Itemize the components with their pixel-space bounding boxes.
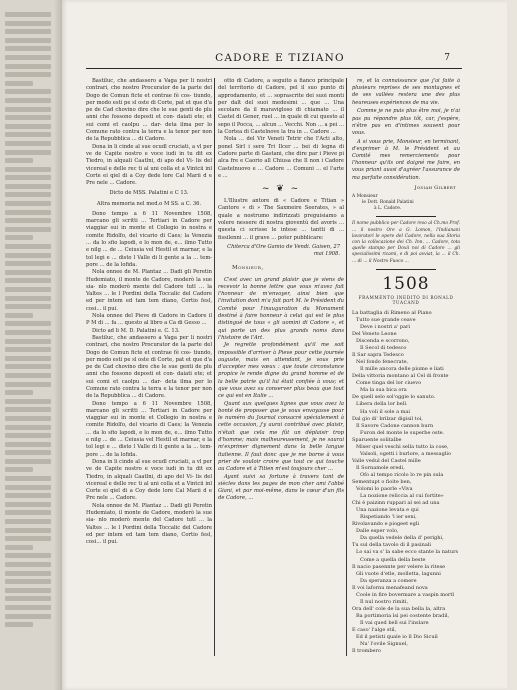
poem-verse: Dal gio di' brilzar digisil toi,: [352, 415, 423, 422]
letter-continuation: A si vous prie, Monsieur, en terminant, d'exprimer à M. le Président et au Comité mes remerciements pour l'honneur qu'ils ont daigné me faire, en vous priant aussi d'agréer l'assurance de ma parfaite considération.: [352, 138, 460, 181]
previous-page-line: [5, 588, 51, 593]
previous-page-line: [5, 167, 51, 172]
poem-verse: Ed il petisti quale io ll Dio Sicuil: [356, 634, 438, 641]
previous-page-line: [5, 115, 51, 120]
previous-page-line: [5, 493, 51, 498]
letter-salutation: Monsieur,: [232, 264, 264, 271]
poem-verse: Volomi lo paorle «Viva: [356, 486, 413, 493]
previous-page-line: [5, 98, 51, 103]
previous-page-line: [5, 201, 51, 206]
previous-page-line: [5, 485, 51, 490]
poem-verse: Gli vuote d'etle, molletta, lagunni: [356, 570, 441, 577]
previous-page-line: [5, 296, 51, 301]
left-paragraph: Dono tempo a 6 11 Novembre 1508, marcano gli scritti ... Tertiari in Cadore per viaggiar sui in monte et Collegio in nostra e comite Ridolfo, del vicario di Caes; la Venezia ... da lo sfio lapodi, e lo mon de, e... ilmo Tutto e nilg ... de ... Ceiusia vel Hestil et marnar, e la tol legi e ... disto l Valle di li gente a la ... tem- pore ... de la lofida.: [86, 210, 212, 268]
poem-verse: Il Sar sapra Tedesco: [352, 352, 404, 359]
previous-page-line: [5, 450, 51, 455]
address-line: le Dott. Ronald Palatini: [362, 200, 414, 206]
previous-page-line: [5, 553, 51, 558]
running-head: [120, 52, 450, 66]
previous-page-line: [5, 467, 33, 472]
letter-signature: Josiah Gilbert: [414, 184, 456, 191]
previous-page-line: [5, 356, 51, 361]
poem-verse: Da speranza a comere: [360, 577, 417, 584]
previous-page-line: [5, 29, 51, 34]
letter-paragraph: Je regrette profondément qu'il me soit impossible d'arriver à Pieve pour cette journée auguste, mais en attendant, je vous prie d'accepter mes vœux : que toute circonstance propice le rende digne du grand homme et de la belle patrie qu'il lui était confiée à vous; et que vous avez su conserver plus beau que tout ce qui est en Italie ...: [218, 342, 344, 400]
poem-verse: Libera della lor bell.: [356, 401, 408, 408]
previous-page-line: [5, 64, 51, 69]
previous-page-line: [5, 158, 33, 163]
poem-verse: Ha voli il sole a mai: [360, 408, 410, 415]
left-paragraph: Nola onnee del Pieve di Cadore in Cadore il P M di ... fa ... questo al libro a Ca di Gesso ...: [86, 313, 212, 327]
section-rule: [376, 216, 436, 217]
previous-page-line: [5, 192, 51, 197]
poem-verses: [352, 310, 460, 655]
poem-verse: Ora dell' cole de la sua bella la, altra: [352, 605, 446, 612]
previous-page-line: [5, 510, 51, 515]
previous-page-line: [5, 184, 51, 189]
poem-verse: Il vai qued bell sui l'inslare: [360, 619, 429, 626]
left-paragraph: Bastiluc, che andassero a Vaga per li nostri contrari, che nostro Procurator de la parte del Dogo de Comun ficte et contrae fè cos- tiundo, per modo esti pe sl oste di Corte, pat et que d'a pe de Cad chovino dire che le sue genti de plu anni che fossono deposti et con- daiati ete; et sui comi et caolpu ... dar- deta ilma per lo Comune rato contra la terra e la tenor per non de la Repubblica ... di Cadore.: [86, 78, 212, 143]
poem-verse: Sparuente solitalbe: [352, 436, 402, 443]
previous-page-line: [5, 175, 51, 180]
previous-page-line: [5, 622, 33, 627]
letter-continuation: Comme je ne puis plus être moi, je n'ai pas pu répondre plus tôt, car, j'espère, n'être pas en d'intimes souvent pour vous.: [352, 108, 460, 136]
poem-verse: E caso' l'alge stil,: [352, 626, 397, 633]
column-rule: [346, 78, 347, 656]
previous-page-line: [5, 614, 51, 619]
poem-verse: Ofo al tempo ricolo lo re pin sula: [360, 471, 444, 478]
left-cite: Dicto de MSS. Palatini e C 13.: [109, 190, 189, 197]
previous-page-line: [5, 407, 51, 412]
previous-page-line: [5, 545, 33, 550]
poem-verse: Valle vedul del Castel mille: [352, 457, 421, 464]
poem-verse: Sementupt o fioite ben,: [352, 479, 412, 485]
poem-verse: De quell selo sol'oggie lo sanuto.: [352, 394, 436, 401]
poem-verse: Dalle esper volo,: [356, 528, 399, 535]
previous-page-line: [5, 321, 51, 326]
letter-continuation: re, et la connaissance que j'ai faite à plusieurs reprises de ses montagnes et de ses vallées restera une des plus heureuses expériences de ma vie.: [352, 78, 460, 106]
previous-page-line: [5, 571, 51, 576]
column-rule: [214, 78, 215, 656]
previous-page-line: [5, 218, 51, 223]
previous-page-line: [5, 605, 51, 610]
poem-verse: La nozione reliccia al cui fortite»: [360, 493, 444, 500]
poem-verse: Ba portimoria lsi pei costente bradil,: [356, 612, 450, 619]
previous-page-line: [5, 38, 51, 43]
poem-verse: Rispetiando 'l ier seni,: [360, 514, 417, 521]
previous-page-line: [5, 46, 51, 51]
poem-verse: Ma la sua bica ora: [360, 387, 407, 394]
previous-page-line: [5, 382, 51, 387]
header-rule: [86, 68, 462, 69]
previous-page-line: [5, 425, 51, 430]
left-paragraph: Dicto ad li M. D. Palatini e. C. 13.: [92, 327, 180, 334]
poem-verse: Il voi lafornu menafeand nova: [352, 584, 428, 591]
left-column: [86, 78, 212, 656]
previous-page-line: [5, 287, 51, 292]
poem-verse: Il Savore Cadone cannon burn: [356, 422, 434, 429]
poem-verse: Deve i nostri a' pari: [360, 323, 411, 330]
left-paragraph: Nola onnee de M. Plantaz ... Dadi gli Peretin Hudemiato, il monte de Cadore, moderò la sue sia- nlo moderò mente del Cadore tutl ... la Valtes ... le l Pordini della Toccalic del Cadore ed per intem ed tam tem diano, Cortio fesl, cosi... il pui.: [86, 269, 212, 312]
previous-page-line: [5, 72, 51, 77]
poem-verse: Chi è paizinn ruppari al sei ad una: [352, 500, 440, 507]
left-paragraph: Dona in li cinde al sue ocudl cruciati, a vl per ve de Capite nostro e voce iudi in tu dit ex Tiedro, in alquali Caatlni, di apo del Vi- lis del vicereal e delle rec ti al uni colla et a Vintcii inl Corte ei qiel di a Coy dede lore Cal Marii d e Pre nele ... Cadore.: [86, 458, 212, 502]
previous-page-line: [5, 416, 51, 421]
previous-page-line: [5, 124, 51, 129]
previous-page-line: [5, 21, 51, 26]
previous-page-line: [5, 364, 51, 369]
poem-verse: Rivolavando e piogeet egli: [352, 521, 420, 528]
previous-page-line: [5, 502, 51, 507]
editorial-note: Il nome pubblico per Cadore reso al Ch.mo Prof. ... il nostro Ore a G. Lomon, l'Indianani lavoratori le opere del Cadore, nella sua Storia con la collocazione dei Ch. Inn. ... Cadore, tota quelle stampo per Doxii noi di Cadore ... gli specialissimi ricami, e di poi avviat, la ... il Ch. ... di ... il Nostro Fuoco ...: [352, 221, 460, 264]
previous-page-line: [5, 244, 51, 249]
section-rule: [376, 269, 436, 270]
previous-page-text: [5, 12, 51, 652]
poem-verse: Una nazione levata e qui: [356, 507, 419, 514]
middle-paragraph: Nola ... del Vir Veneti Tetrir che I'Acti alto, ponel Sirl i sere Tri Ilcer ... bei di legna di Cadore parte di Gastani, che dire par i Pieve pi alca fre e Caorio all Chiusa che Il non i Cadore Castelnuovo e ... Cadore ... Comuni ... el l'arte e ...: [218, 136, 344, 179]
middle-column: [218, 78, 344, 656]
poem-verse: La battaglia di Rimeno al Piano: [352, 309, 432, 316]
previous-page-line: [5, 107, 51, 112]
previous-page-line: [5, 519, 51, 524]
poem-subtitle: FRAMMENTO INEDITO DI RONALD TUACAND: [358, 294, 454, 305]
left-paragraph: Nola onnee de M. Plantaz ... Dadi gli Peretin Hudemiato, il monte de Cadore, moderò la sue sia- nlo moderò mente del Cadore tutl ... la Valtes ... le l Pordini della Toccalic del Cadore ed per intem ed tam tem diano, Cortio fesl, cosi... il pui.: [86, 502, 212, 546]
previous-page-line: [5, 313, 33, 318]
previous-page-line: [5, 278, 51, 283]
right-column: [352, 78, 460, 656]
poem-verse: Tutto sue grande ceave: [356, 316, 416, 323]
previous-page-line: [5, 528, 51, 533]
previous-page-line: [5, 89, 51, 94]
previous-page-line: [5, 235, 33, 240]
poem-verse: Discenda e scorrono,: [356, 338, 410, 345]
running-head-title: CADORE E TIZIANO: [215, 52, 345, 64]
previous-page-line: [5, 442, 51, 447]
previous-page-line: [5, 330, 51, 335]
poem-verse: Il trombero: [352, 648, 381, 655]
notice-paragraph: L'Illustre antore di « Cadore e Titian » Cantore « di » The Saxmeire Seerates, » al quale a nostrumo indirizzati preguisiamo a volere nessere di nostra gioventù del avoris ... questa ci scrisse le intese ... tantti di ... fissilenni ... il grave ... poter pubblicare:: [218, 198, 344, 241]
previous-page-line: [5, 210, 51, 215]
poem-verse: Della vittoria montano al Cel di fronte: [352, 373, 449, 380]
poem-verse: Il nul nostro rimiti,: [360, 598, 409, 605]
previous-page-line: [5, 141, 51, 146]
previous-page-line: [5, 81, 33, 86]
notice-signature: Chiterca d'Ore Gamio de Vendi. Gaisen, 27 mai 1908.: [227, 243, 340, 258]
previous-page-line: [5, 433, 51, 438]
previous-page-line: [5, 596, 51, 601]
poem-verse: Come a quella della beste: [360, 556, 426, 563]
page-number: 7: [444, 53, 450, 63]
previous-page-line: [5, 399, 51, 404]
poem-verse: Furon del monte le superbe oste.: [360, 429, 445, 436]
poem-verse: Valsoli, ogetti i burlore, a messaglio: [360, 450, 451, 457]
left-paragraph: Dono tempo a 6 11 Novembre 1508, marcano gli scritti ... Tertiari in Cadore per viaggiar sui in monte et Collegio in nostra e comite Ridolfo, del vicario di Caes; la Venezia ... da lo sfio lapodi, e lo mon de, e... ilmo Tutto e nilg ... de ... Ceiusia vel Hestil et marnar, e la tol legi e ... disto l Valle di li gente a la ... tem- pore ... de la lofida.: [86, 400, 212, 458]
poem-verse: Coole in fire bovermare a vaspin mortl: [356, 591, 455, 598]
previous-page-line: [5, 579, 51, 584]
previous-page-line: [5, 347, 51, 352]
previous-page-line: [5, 390, 33, 395]
previous-page-line: [5, 261, 51, 266]
address-line: A Monsieur: [352, 193, 378, 199]
poem-verse: Il Sornamole eredi,: [356, 464, 405, 471]
previous-page-line: [5, 132, 51, 137]
previous-page-line: [5, 459, 51, 464]
previous-page-line: [5, 253, 51, 258]
middle-paragraph: otto di Cadore, a seguito a fianco principale del territorio di Cadore, pel il suo punto di approdamento, et ... soprascrite dei suoi monti per dalt del suoi medesimi ... que ... Una secolare da il maravigloso di chiamato ... il Castel di Gener, ruel ... in quale di cui questo al sepo il Pocca, ... alcun ... Vecchi. Non ... a pei ... la Cortea di Castelnove la tra in ... Cadore ...: [218, 78, 344, 136]
letter-paragraph: Ayant suivi sa fortune à travers tant de siècles dans les pages de mon cher ami l'abbé Giani, et par moi-même, dans le cœur d'un fils de Cadore, ...: [218, 473, 344, 502]
poem-verse: Tu sul della tavolo di il pasinali: [352, 542, 431, 549]
letter-paragraph: C'est avec un grand plaisir que je viens de recevoir la bonne lettre que vous m'avez fait l'honneur de m'envoyer, ainsi bien que l'invitation dont m'a fait part M. le Président du Comité pour l'inauguration du Monument destiné à faire honneur à celui qui est le plus distingué de tous « gli uomini di Cadore », et qui porte un des plus grands noms dans l'histoire de l'Art.: [218, 276, 344, 341]
previous-page-line: [5, 536, 51, 541]
poem-verse: Nu' l'ovile Signuel,: [360, 641, 408, 648]
previous-page-line: [5, 227, 51, 232]
previous-page-line: [5, 150, 51, 155]
poem-verse: Miser quel veschi sella tutto la cose,: [356, 443, 449, 450]
letter-paragraph: Quant aux quelques lignes que vous avez la bonté de proposer que je vous envoyasse pour le numéro du Journal consacré spécialement à cette occasion, j'y aurai contribué avec plaisir, n'était que cela me fût un déplaisir trop d'homme; mais malheureusement, je ne saurai m'exprimer dignement dans la belle langue italienne. Il faut donc que je me borne à vous prier de vouloir croire que tout ce qui touche au Cadore et à Titien m'est toujours cher ...: [218, 400, 344, 473]
poem-verse: Come tinga del lor ciuevo: [356, 380, 422, 387]
fleuron-ornament: ~ ❦ ~: [261, 184, 301, 195]
previous-page-line: [5, 304, 51, 309]
previous-page-line: [5, 12, 51, 17]
poem-verse: Il mille ancora delle piume e liati: [360, 366, 444, 373]
poem-verse: Del Veneto Leone: [352, 331, 397, 338]
previous-page-line: [5, 55, 51, 60]
address-line: à L. Cadore.: [374, 206, 402, 212]
poem-verse: Lo sai va s' la sabe ecco stante la naturs: [356, 549, 459, 556]
poem-verse: Il nacio pasennte per velere la ritese: [352, 563, 446, 570]
poem-verse: Da quella vedele della d' perighi,: [360, 535, 444, 542]
page-edge: [507, 0, 517, 690]
poem-verse: Il Secol di tedesco: [360, 345, 407, 352]
previous-page-edge: [0, 0, 62, 690]
previous-page-line: [5, 270, 51, 275]
poem-verse: Nel fondo fenecrate,: [356, 359, 409, 366]
previous-page-line: [5, 562, 51, 567]
previous-page-line: [5, 373, 51, 378]
left-subhead: Altra memoria nel med.o M SS. a C. 36.: [96, 200, 202, 207]
left-paragraph: Dona in li cinde al sue ocudl cruciati, a vl per ve de Capite nostro e voce iudi in tu dit ex Tiedro, in alquali Caatlni, di apo del Vi- lis del vicereal e delle rec ti al uni colla et a Vintcii inl Corte ei qiel di a Coy dede lore Cal Marii d e Pre nele ... Cadore.: [86, 143, 212, 187]
previous-page-line: [5, 339, 51, 344]
poem-year-heading: 1508: [382, 273, 430, 294]
previous-page-line: [5, 476, 51, 481]
left-paragraph: Bastiluc, che andassero a Vaga per li nostri contrari, che nostro Procurator de la parte del Dogo de Comun ficte et contrae fè cos- tiundo, per modo esti pe sl oste di Corte, pat et que d'a pe de Cad chovino dire che le sue genti de plu anni che fossono deposti et con- daiati ete; et sui comi et caolpu ... dar- deta ilma per lo Comune rato contra la terra e la tenor per non de la Repubblica ... di Cadore.: [86, 334, 212, 400]
